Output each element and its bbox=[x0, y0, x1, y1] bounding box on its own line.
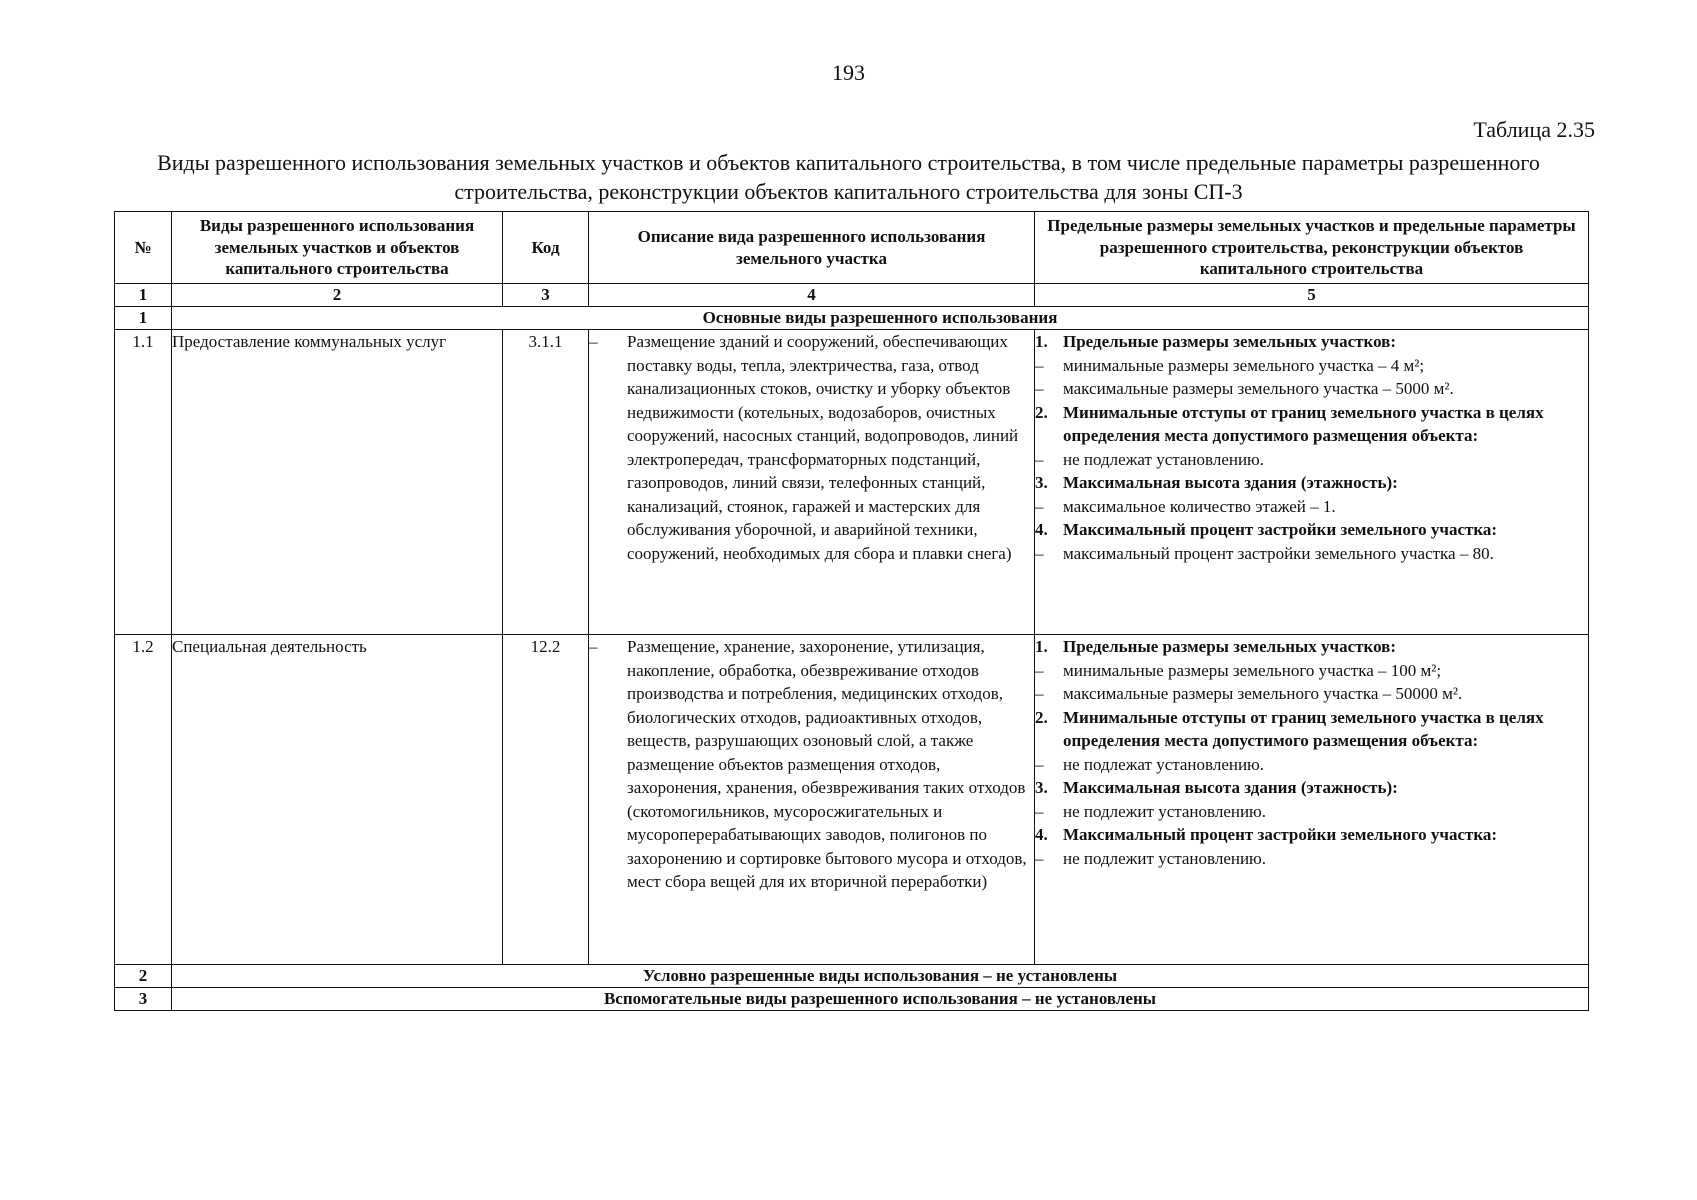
header-num: № bbox=[115, 212, 172, 284]
param-text: Минимальные отступы от границ земельного участка в целях определения места допустимого размещения объекта: bbox=[1063, 707, 1544, 750]
section-row bbox=[115, 988, 1589, 1011]
limit-params bbox=[1035, 635, 1589, 965]
column-number: 2 bbox=[172, 284, 503, 307]
section-row bbox=[115, 965, 1589, 988]
param-list bbox=[1035, 330, 1588, 565]
param-item bbox=[1035, 682, 1588, 706]
section-number: 1 bbox=[115, 307, 172, 330]
param-item bbox=[1035, 659, 1588, 683]
column-number: 3 bbox=[503, 284, 589, 307]
param-text: Максимальный процент застройки земельного участка: bbox=[1063, 825, 1498, 844]
param-text: не подлежат установлению. bbox=[1063, 449, 1265, 469]
param-text: не подлежат установлению. bbox=[1063, 754, 1265, 774]
param-dash: – bbox=[1035, 754, 1044, 774]
param-number: 2. bbox=[1035, 707, 1048, 727]
param-heading bbox=[1035, 471, 1588, 495]
param-number: 3. bbox=[1035, 778, 1048, 797]
section-title: Основные виды разрешенного использования bbox=[172, 307, 1589, 330]
section-title: Условно разрешенные виды использования – не установлены bbox=[172, 965, 1589, 988]
use-code: 12.2 bbox=[503, 635, 589, 965]
param-text: Предельные размеры земельных участков: bbox=[1063, 637, 1397, 656]
param-number: 4. bbox=[1035, 825, 1048, 844]
param-dash: – bbox=[1035, 848, 1044, 868]
param-number: 1. bbox=[1035, 332, 1048, 351]
limit-params bbox=[1035, 330, 1589, 635]
table-label: Таблица 2.35 bbox=[1473, 117, 1595, 142]
row-number: 1.2 bbox=[115, 635, 172, 965]
param-number: 2. bbox=[1035, 402, 1048, 422]
use-kind-name: Специальная деятельность bbox=[172, 635, 503, 965]
param-heading bbox=[1035, 635, 1588, 659]
description-text: Размещение зданий и сооружений, обеспечивающих поставку воды, тепла, электричества, газа, отвод канализационных стоков, очистку и уборку объектов недвижимости (котельных, водозаборов, очистных сооружений, насосных станций, водопроводов, линий электропередач, трансформаторных подстанций, газопроводов, линий связи, телефонных станций, канализаций, стоянок, гаражей и мастерских для обслуживания уборочной, и аварийной техники, сооружений, необходимых для сбора и плавки снега) bbox=[627, 332, 1019, 563]
section-title: Вспомогательные виды разрешенного использования – не установлены bbox=[172, 988, 1589, 1011]
param-dash: – bbox=[1035, 684, 1044, 703]
param-heading bbox=[1035, 706, 1588, 753]
param-heading bbox=[1035, 823, 1588, 847]
column-number-row bbox=[115, 284, 1589, 307]
use-description bbox=[589, 635, 1035, 965]
param-text: максимальное количество этажей – 1. bbox=[1063, 496, 1336, 516]
land-use-table bbox=[114, 211, 1589, 1011]
param-text: не подлежит установлению. bbox=[1063, 848, 1267, 868]
column-number: 1 bbox=[115, 284, 172, 307]
section-number: 2 bbox=[115, 965, 172, 988]
header-kinds: Виды разрешенного использования земельных участков и объектов капитального строительства bbox=[172, 212, 503, 284]
column-number: 4 bbox=[589, 284, 1035, 307]
param-item bbox=[1035, 495, 1588, 519]
param-text: Максимальная высота здания (этажность): bbox=[1063, 778, 1398, 797]
param-text: максимальный процент застройки земельного участка – 80. bbox=[1063, 543, 1494, 563]
param-item bbox=[1035, 753, 1588, 777]
param-text: максимальные размеры земельного участка – 5000 м². bbox=[1063, 379, 1454, 398]
param-dash: – bbox=[1035, 660, 1044, 680]
param-item bbox=[1035, 800, 1588, 824]
param-dash: – bbox=[1035, 355, 1044, 375]
param-number: 1. bbox=[1035, 637, 1048, 656]
param-text: Минимальные отступы от границ земельного участка в целях определения места допустимого размещения объекта: bbox=[1063, 402, 1544, 445]
param-text: минимальные размеры земельного участка – 100 м²; bbox=[1063, 660, 1442, 680]
param-heading bbox=[1035, 330, 1588, 354]
table-caption: Виды разрешенного использования земельных участков и объектов капитального строительства, в том числе предельные параметры разрешенного строительства, реконструкции объектов капитального строительства для зоны СП-3 bbox=[157, 150, 1540, 204]
param-text: максимальные размеры земельного участка – 50000 м². bbox=[1063, 684, 1463, 703]
use-kind-name: Предоставление коммунальных услуг bbox=[172, 330, 503, 635]
section-number: 3 bbox=[115, 988, 172, 1011]
param-heading bbox=[1035, 401, 1588, 448]
description-dash: – bbox=[589, 332, 598, 351]
param-item bbox=[1035, 354, 1588, 378]
param-text: минимальные размеры земельного участка – 4 м²; bbox=[1063, 355, 1425, 375]
header-row bbox=[115, 212, 1589, 284]
page-number: 193 bbox=[832, 60, 865, 85]
table-row bbox=[115, 330, 1589, 635]
param-item bbox=[1035, 542, 1588, 566]
description-text: Размещение, хранение, захоронение, утилизация, накопление, обработка, обезвреживание отходов производства и потребления, медицинских отходов, биологических отходов, радиоактивных отходов, веществ, разрушающих озоновый слой, а также размещение объектов размещения отходов, захоронения, хранения, обезвреживания таких отходов (скотомогильников, мусоросжигательных и мусороперерабатывающих заводов, полигонов по захоронению и сортировке бытового мусора и отходов, мест сбора вещей для их вторичной переработки) bbox=[627, 637, 1027, 891]
header-code: Код bbox=[503, 212, 589, 284]
description-dash: – bbox=[589, 637, 598, 656]
param-number: 3. bbox=[1035, 473, 1048, 492]
use-description bbox=[589, 330, 1035, 635]
param-heading bbox=[1035, 776, 1588, 800]
param-dash: – bbox=[1035, 379, 1044, 398]
use-code: 3.1.1 bbox=[503, 330, 589, 635]
param-item bbox=[1035, 847, 1588, 871]
param-item bbox=[1035, 448, 1588, 472]
row-number: 1.1 bbox=[115, 330, 172, 635]
param-dash: – bbox=[1035, 449, 1044, 469]
param-text: Максимальная высота здания (этажность): bbox=[1063, 473, 1398, 492]
column-number: 5 bbox=[1035, 284, 1589, 307]
param-text: не подлежит установлению. bbox=[1063, 801, 1267, 821]
header-description: Описание вида разрешенного использования земельного участка bbox=[589, 212, 1035, 284]
param-text: Максимальный процент застройки земельного участка: bbox=[1063, 520, 1498, 539]
param-item bbox=[1035, 377, 1588, 401]
param-dash: – bbox=[1035, 543, 1044, 563]
param-heading bbox=[1035, 518, 1588, 542]
param-dash: – bbox=[1035, 496, 1044, 516]
param-text: Предельные размеры земельных участков: bbox=[1063, 332, 1397, 351]
param-dash: – bbox=[1035, 801, 1044, 821]
table-row bbox=[115, 635, 1589, 965]
param-number: 4. bbox=[1035, 520, 1048, 539]
section-row bbox=[115, 307, 1589, 330]
param-list bbox=[1035, 635, 1588, 870]
header-limits: Предельные размеры земельных участков и предельные параметры разрешенного строительства, реконструкции объектов капитального строительства bbox=[1035, 212, 1589, 284]
